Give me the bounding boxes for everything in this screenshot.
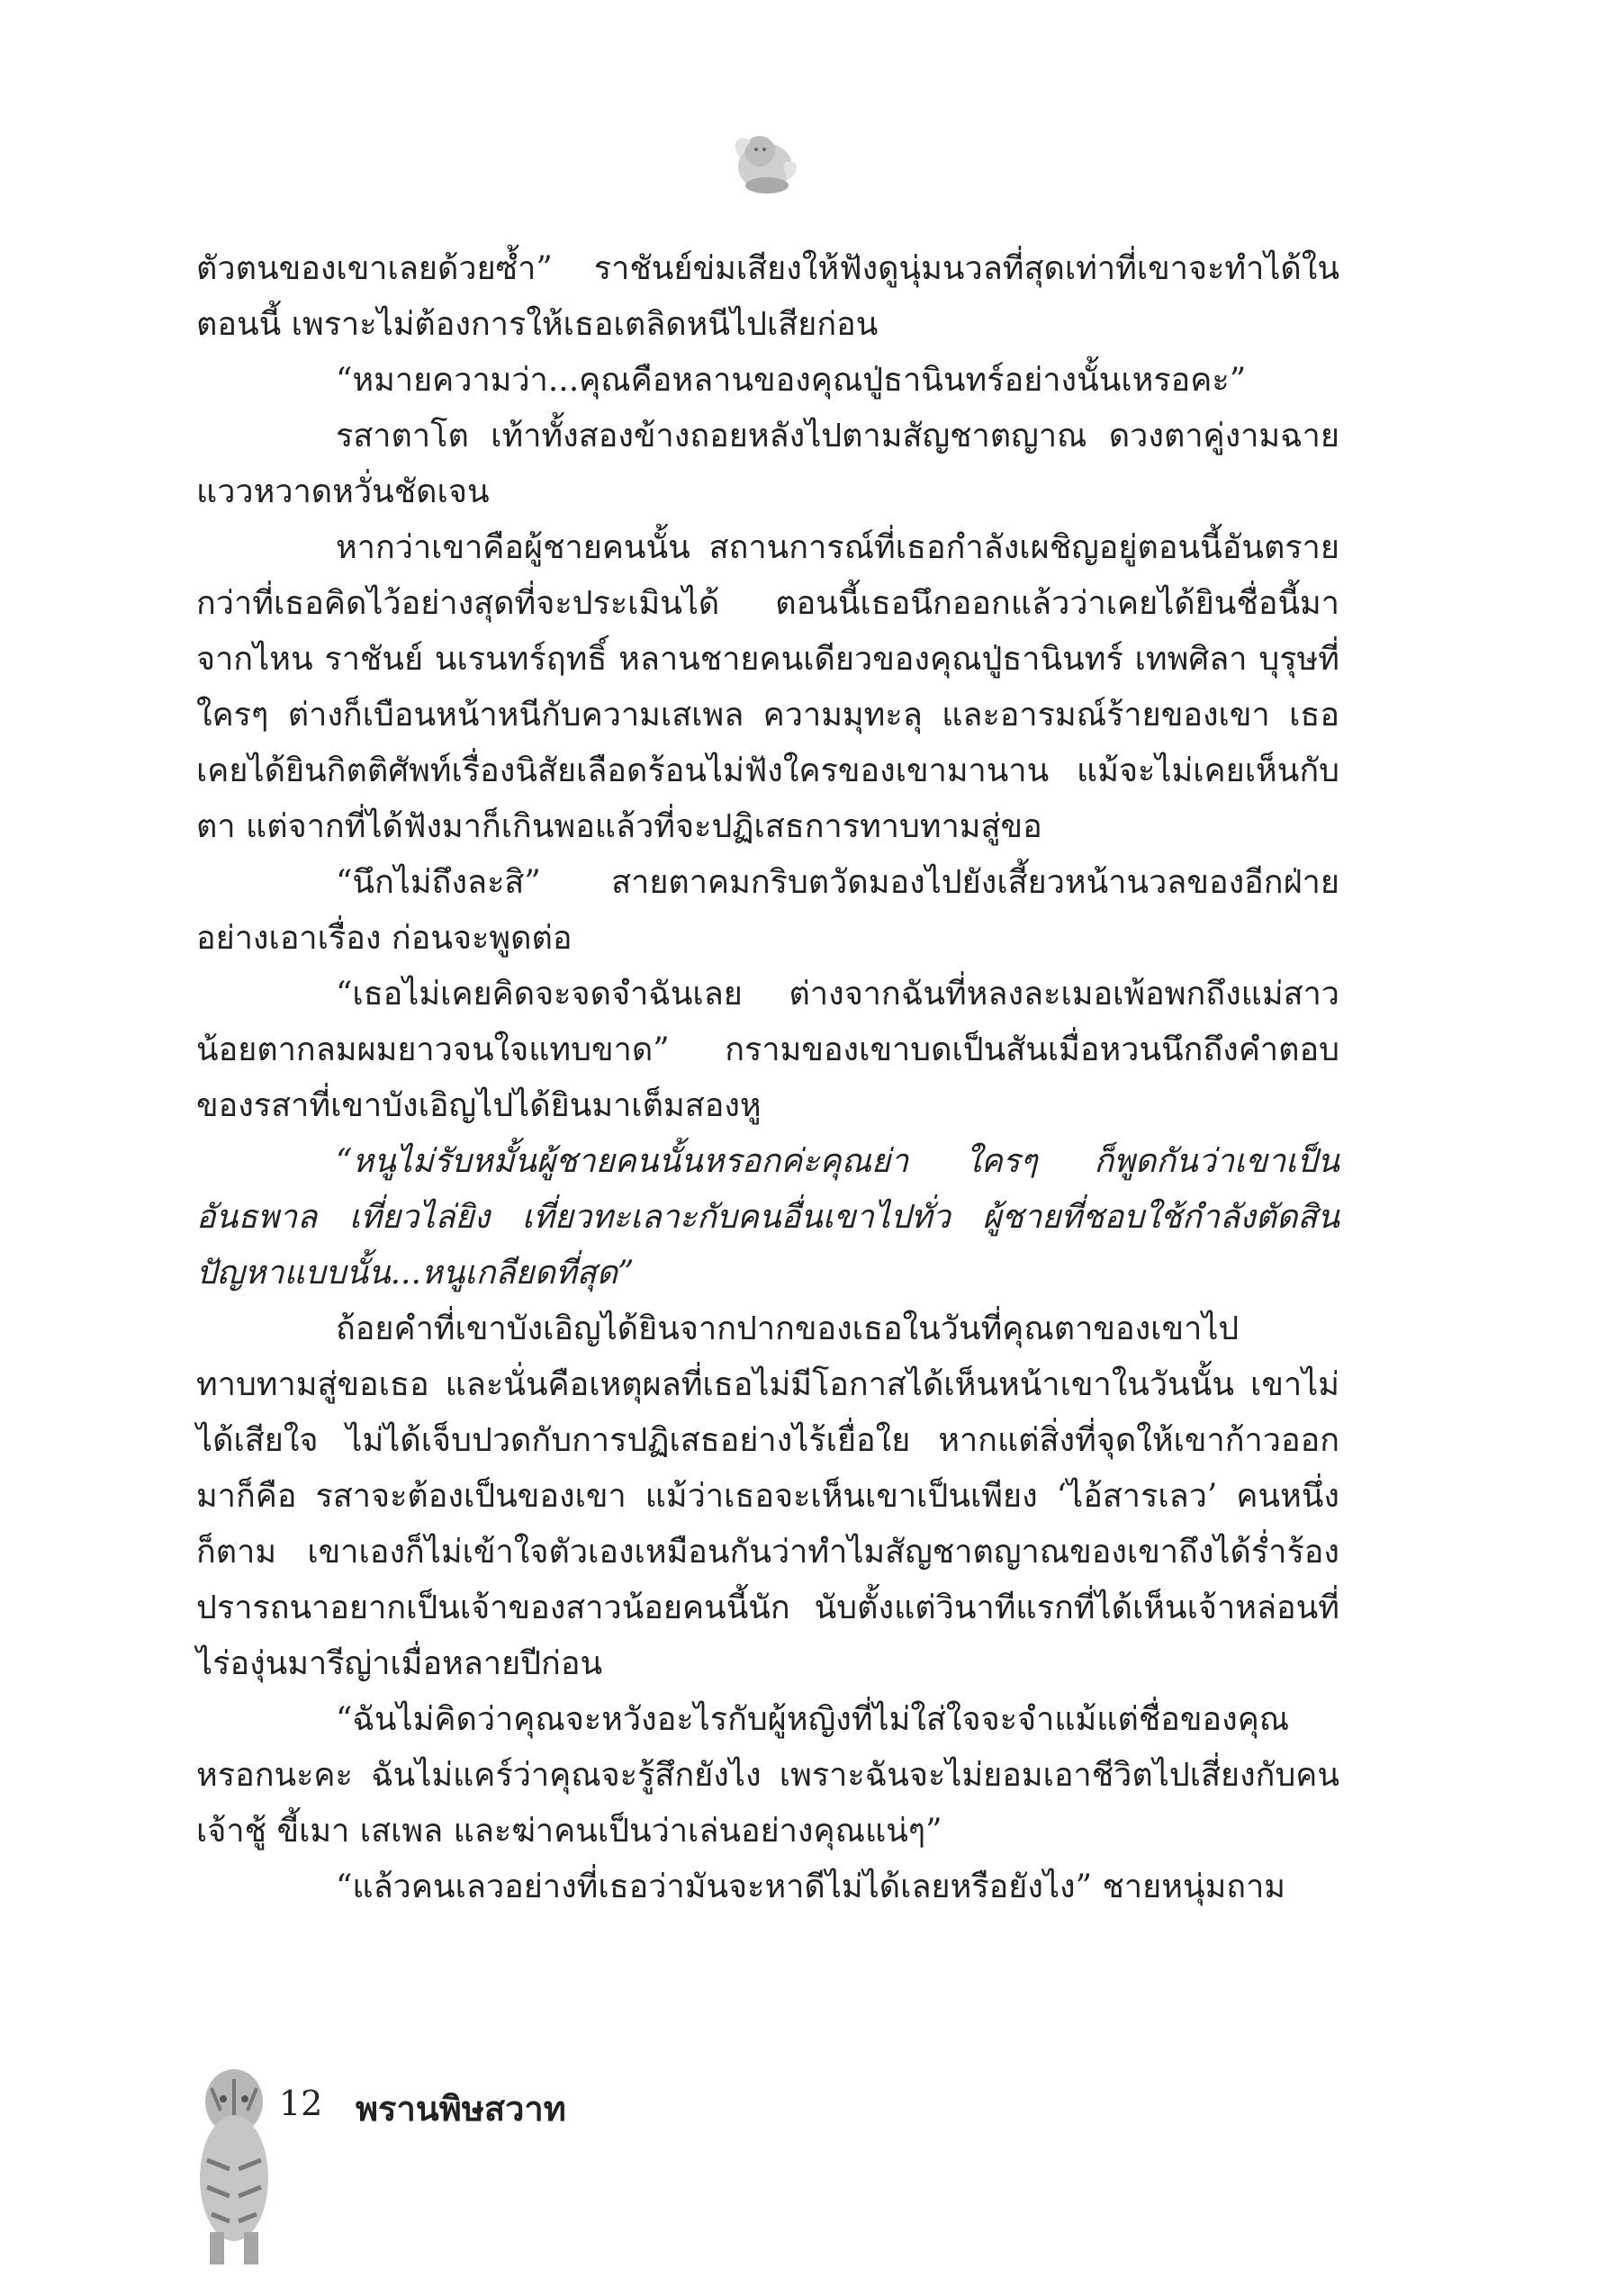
paragraph: ตัวตนของเขาเลยด้วยซ้ำ” ราชันย์ข่มเสียงให้ฟังดูนุ่มนวลที่สุดเท่าที่เขาจะทำได้ในตอนนี้ เพราะไม่ต้องการให้เธอเตลิดหนีไปเสียก่อน [196,250,1339,343]
paragraph: “ฉันไม่คิดว่าคุณจะหวังอะไรกับผู้หญิงที่ไม่ใส่ใจจะจำแม้แต่ชื่อของคุณหรอกนะคะ ฉันไม่แคร์ว่าคุณจะรู้สึกยังไง เพราะฉันจะไม่ยอมเอาชีวิตไปเสี่ยงกับคนเจ้าชู้ ขี้เมา เสเพล และฆ่าคนเป็นว่าเล่นอย่างคุณแน่ๆ” [196,1701,1339,1850]
body-text [196,241,1339,1915]
paragraph: ถ้อยคำที่เขาบังเอิญได้ยินจากปากของเธอในวันที่คุณตาของเขาไปทาบทามสู่ขอเธอ และนั่นคือเหตุผลที่เธอไม่มีโอกาสได้เห็นหน้าเขาในวันนั้น เขาไม่ได้เสียใจ ไม่ได้เจ็บปวดกับการปฏิเสธอย่างไร้เยื่อใย หากแต่สิ่งที่จุดให้เขาก้าวออกมาก็คือ รสาจะต้องเป็นของเขา แม้ว่าเธอจะเห็นเขาเป็นเพียง ‘ไอ้สารเลว’ คนหนึ่งก็ตาม เขาเองก็ไม่เข้าใจตัวเองเหมือนกันว่าทำไมสัญชาตญาณของเขาถึงได้ร่ำร้องปรารถนาอยากเป็นเจ้าของสาวน้อยคนนี้นัก นับตั้งแต่วินาทีแรกที่ได้เห็นเจ้าหล่อนที่ไร่องุ่นมารีญ่าเมื่อหลายปีก่อน [196,1310,1339,1682]
paragraph: “หมายความว่า...คุณคือหลานของคุณปู่ธานินทร์อย่างนั้นเหรอคะ” [336,362,1247,399]
tiger-icon [185,2061,284,2268]
page-footer [185,2061,635,2268]
paragraph: “เธอไม่เคยคิดจะจดจำฉันเลย ต่างจากฉันที่หลงละเมอเพ้อพกถึงแม่สาวน้อยตากลมผมยาวจนใจแทบขาด” กรามของเขาบดเป็นสันเมื่อหวนนึกถึงคำตอบของรสาที่เขาบังเอิญไปได้ยินมาเต็มสองหู [196,976,1339,1124]
cherub-ornament-icon [720,117,810,207]
paragraph: “นึกไม่ถึงละสิ” สายตาคมกริบตวัดมองไปยังเสี้ยวหน้านวลของอีกฝ่ายอย่างเอาเรื่อง ก่อนจะพูดต่อ [196,864,1339,957]
paragraph: รสาตาโต เท้าทั้งสองข้างถอยหลังไปตามสัญชาตญาณ ดวงตาคู่งามฉายแววหวาดหวั่นชัดเจน [196,418,1339,510]
page-number: 12 [279,2084,323,2123]
paragraph-italic-quote: “หนูไม่รับหมั้นผู้ชายคนนั้นหรอกค่ะคุณย่า ใครๆ ก็พูดกันว่าเขาเป็นอันธพาล เที่ยวไล่ยิง เที่ยวทะเลาะกับคนอื่นเขาไปทั่ว ผู้ชายที่ชอบใช้กำลังตัดสินปัญหาแบบนั้น...หนูเกลียดที่สุด” [196,1143,1339,1292]
paragraph: หากว่าเขาคือผู้ชายคนนั้น สถานการณ์ที่เธอกำลังเผชิญอยู่ตอนนี้อันตรายกว่าที่เธอคิดไว้อย่างสุดที่จะประเมินได้ ตอนนี้เธอนึกออกแล้วว่าเคยได้ยินชื่อนี้มาจากไหน ราชันย์ นเรนทร์ฤทธิ์ หลานชายคนเดียวของคุณปู่ธานินทร์ เทพศิลา บุรุษที่ใครๆ ต่างก็เบือนหน้าหนีกับความเสเพล ความมุทะลุ และอารมณ์ร้ายของเขา เธอเคยได้ยินกิตติศัพท์เรื่องนิสัยเลือดร้อนไม่ฟังใครของเขามานาน แม้จะไม่เคยเห็นกับตา แต่จากที่ได้ฟังมาก็เกินพอแล้วที่จะปฏิเสธการทาบทามสู่ขอ [196,529,1339,845]
book-title: พรานพิษสวาท [356,2089,566,2129]
paragraph: “แล้วคนเลวอย่างที่เธอว่ามันจะหาดีไม่ได้เลยหรือยังไง” ชายหนุ่มถาม [336,1868,1286,1905]
